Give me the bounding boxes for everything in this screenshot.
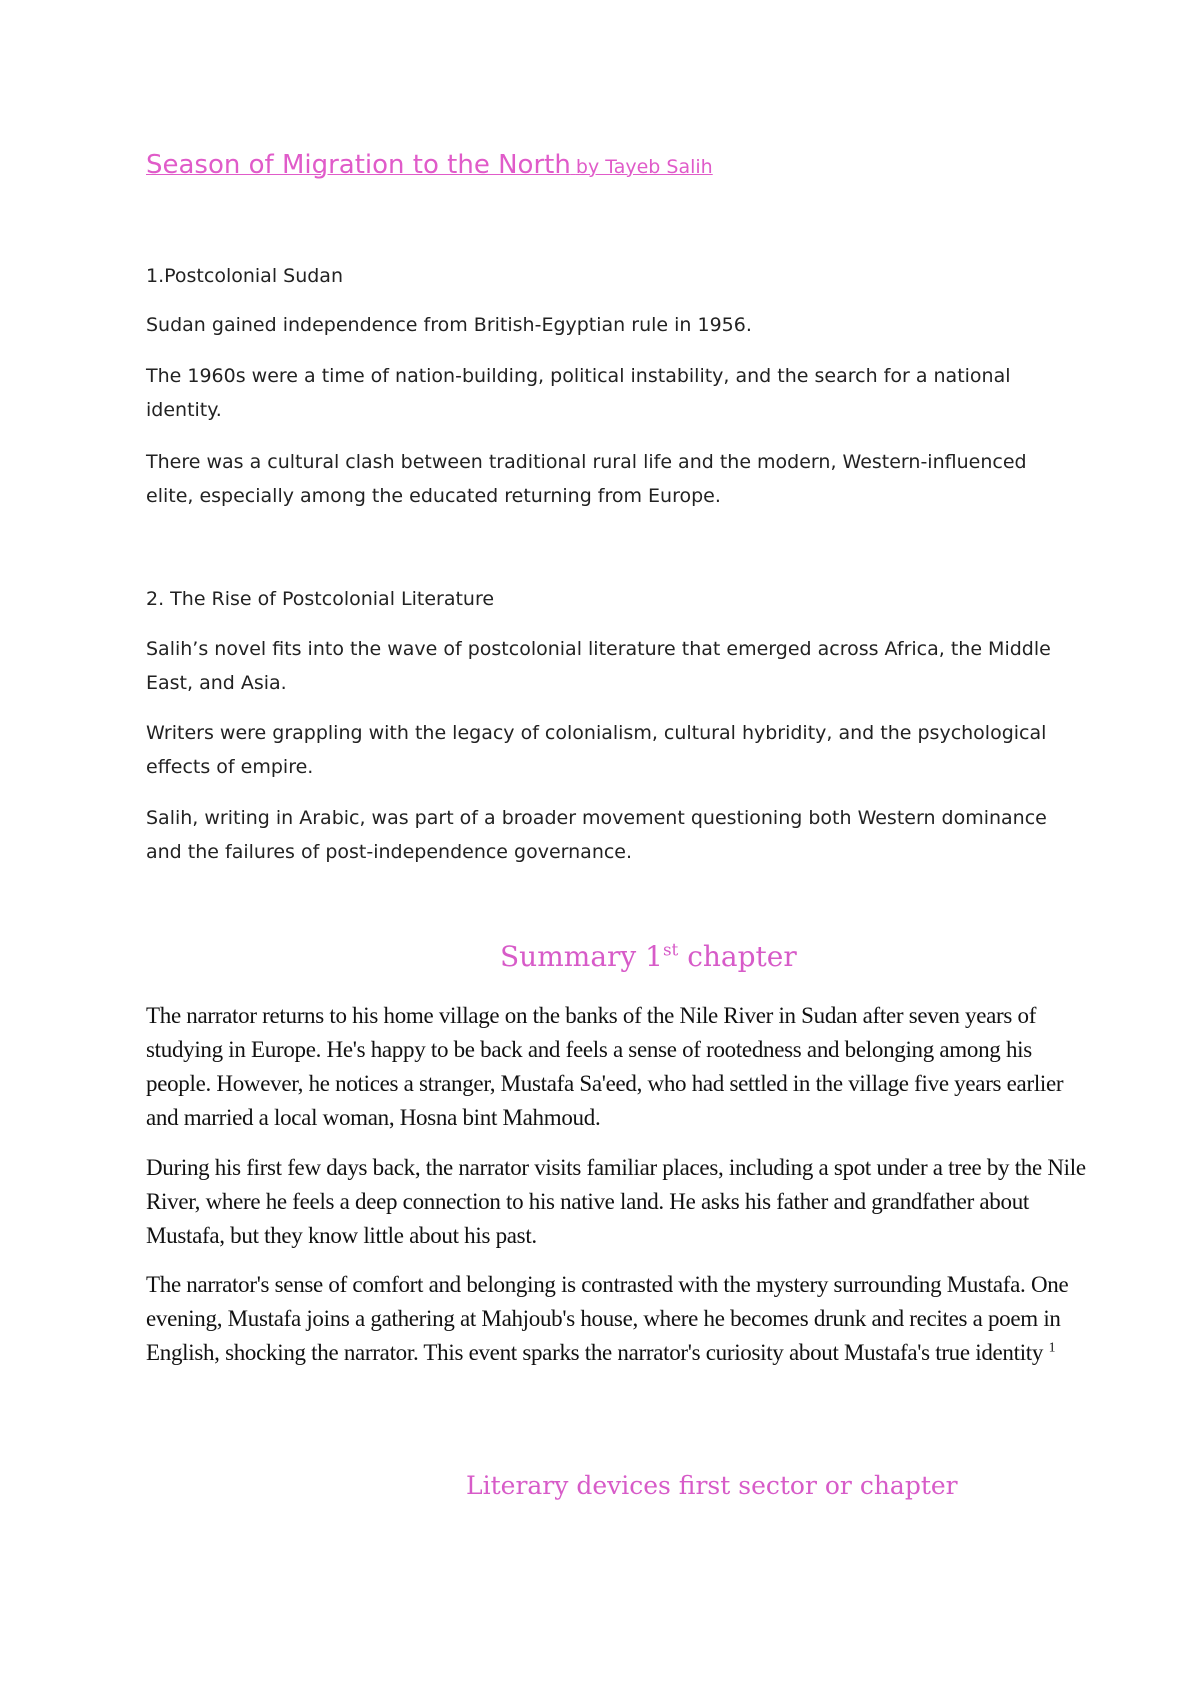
document-title bbox=[146, 150, 713, 180]
summary-paragraph-text: The narrator's sense of comfort and belonging is contrasted with the mystery surrounding Mustafa. One evening, Mustafa joins a gathering at Mahjoub's house, where he becomes drunk and recites a poem in English, shocking the narrator. This event sparks the narrator's curiosity about Mustafa's true identity bbox=[146, 1272, 1069, 1365]
summary-heading-tail: chapter bbox=[678, 940, 797, 973]
summary-heading bbox=[500, 940, 797, 973]
summary-paragraph bbox=[146, 1268, 1086, 1370]
paragraph: Sudan gained independence from British-Egyptian rule in 1956. bbox=[146, 314, 752, 336]
paragraph: Writers were grappling with the legacy of colonialism, cultural hybridity, and the psychological effects of empire. bbox=[146, 722, 1047, 778]
summary-heading-text: Summary 1 bbox=[500, 940, 663, 973]
footnote-reference[interactable]: 1 bbox=[1048, 1339, 1056, 1355]
paragraph: The 1960s were a time of nation-building, political instability, and the search for a national identity. bbox=[146, 365, 1011, 421]
paragraph: Salih, writing in Arabic, was part of a broader movement questioning both Western dominance and the failures of post-independence governance. bbox=[146, 807, 1047, 863]
summary-heading-sup: st bbox=[662, 939, 679, 960]
paragraph: There was a cultural clash between traditional rural life and the modern, Western-influenced elite, especially among the educated returning from Europe. bbox=[146, 451, 1027, 507]
summary-paragraph: During his first few days back, the narrator visits familiar places, including a spot under a tree by the Nile River, where he feels a deep connection to his native land. He asks his father and grandfather about Mustafa, but they know little about his past. bbox=[146, 1155, 1086, 1248]
paragraph: Salih’s novel fits into the wave of postcolonial literature that emerged across Africa, the Middle East, and Asia. bbox=[146, 638, 1051, 694]
section-heading-postcolonial-sudan: 1.Postcolonial Sudan bbox=[146, 265, 343, 287]
section-heading-postcolonial-literature: 2. The Rise of Postcolonial Literature bbox=[146, 588, 495, 610]
summary-paragraph: The narrator returns to his home village on the banks of the Nile River in Sudan after seven years of studying in Europe. He's happy to be back and feels a sense of rootedness and belonging among his people. However, he notices a stranger, Mustafa Sa'eed, who had settled in the village five years earlier and married a local woman, Hosna bint Mahmoud. bbox=[146, 1003, 1064, 1130]
title-text: Season of Migration to the North bbox=[146, 150, 571, 180]
byline-text: by Tayeb Salih bbox=[575, 156, 713, 178]
literary-devices-heading: Literary devices first sector or chapter bbox=[466, 1471, 958, 1500]
